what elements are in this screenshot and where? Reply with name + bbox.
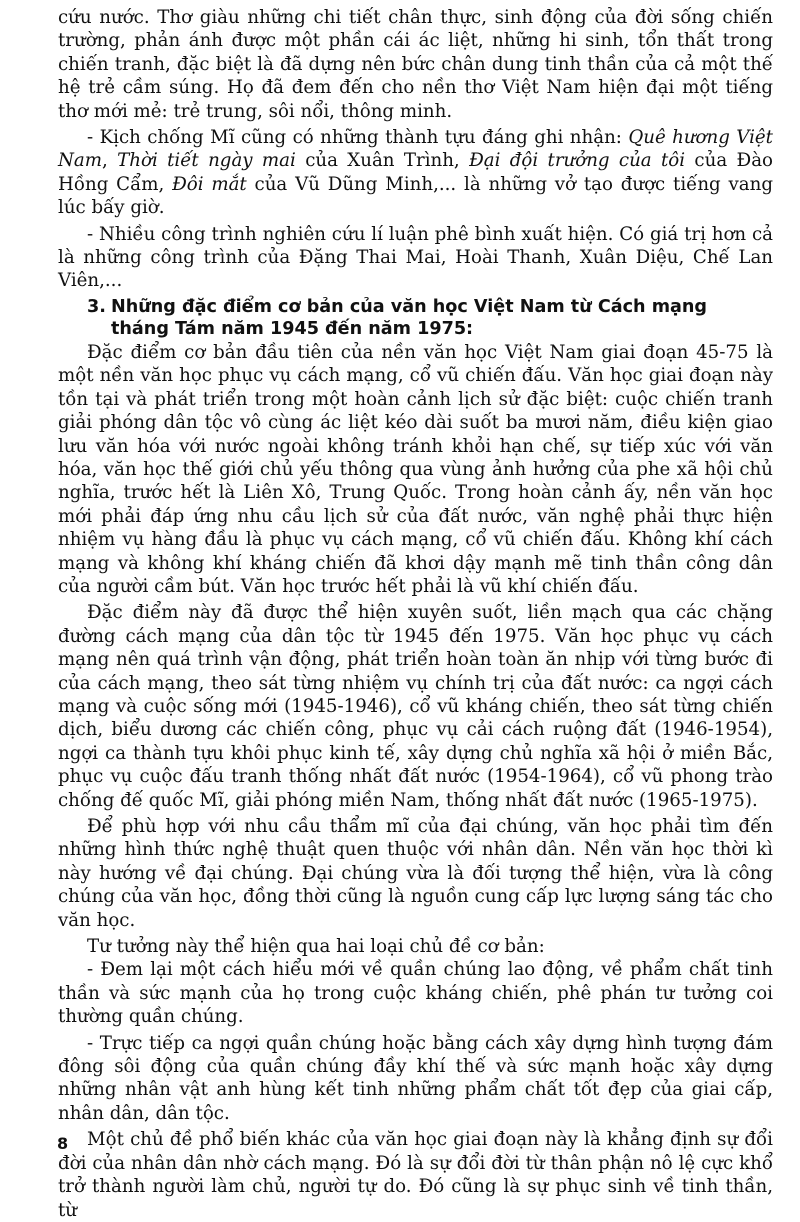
paragraph-drama xyxy=(58,126,773,220)
drama-text-4: của Đào Hồng Cẩm, xyxy=(58,150,773,195)
paragraph-criticism: - Nhiều công trình nghiên cứu lí luận phê bình xuất hiện. Có giá trị hơn cả là những công trình của Đặng Thai Mai, Hoài Thanh, Xuân Diệu, Chế Lan Viên,... xyxy=(58,223,773,292)
paragraph-two-themes-intro: Tư tưởng này thể hiện qua hai loại chủ đề cơ bản: xyxy=(87,936,545,958)
paragraph-first-feature: Đặc điểm cơ bản đầu tiên của nền văn học Việt Nam giai đoạn 45-75 là một nền văn học phục vụ cách mạng, cổ vũ chiến đấu. Văn học giai đoạn này tồn tại và phát triển trong một hoàn cảnh lịch sử đặc biệt: cuộc chiến tranh giải phóng dân tộc vô cùng ác liệt kéo dài suốt ba mươi năm, điều kiện giao lưu văn hóa với nước ngoài không tránh khỏi hạn chế, sự tiếp xúc với văn hóa, văn học thế giới chủ yếu thông qua vùng ảnh hưởng của phe xã hội chủ nghĩa, trước hết là Liên Xô, Trung Quốc. Trong hoàn cảnh ấy, nền văn học mới phải đáp ứng nhu cầu lịch sử của đất nước, văn nghệ phải thực hiện nhiệm vụ hàng đầu là phục vụ cách mạng, cổ vũ chiến đấu. Không khí cách mạng và không khí kháng chiến đã khơi dậy mạnh mẽ tinh thần công dân của người cầm bút. Văn học trước hết phải là vũ khí chiến đấu. xyxy=(58,341,773,597)
paragraph-revival-theme: Một chủ đề phổ biến khác của văn học giai đoạn này là khẳng định sự đổi đời của nhân dân nhờ cách mạng. Đó là sự đổi đời từ thân phận nô lệ cực khổ trở thành người làm chủ, người tự do. Đó cũng là sự phục sinh về tinh thần, từ xyxy=(58,1129,773,1221)
page-number: 8 xyxy=(57,1134,69,1153)
page-body xyxy=(58,6,773,1222)
paragraph-theme-one: - Đem lại một cách hiểu mới về quần chúng lao động, về phẩm chất tinh thần và sức mạnh của họ trong cuộc kháng chiến, phê phán tư tưởng coi thường quần chúng. xyxy=(58,959,773,1028)
paragraph-feature-expression: Đặc điểm này đã được thể hiện xuyên suốt, liền mạch qua các chặng đường cách mạng của dân tộc từ 1945 đến 1975. Văn học phục vụ cách mạng nên quá trình vận động, phát triển hoàn toàn ăn nhịp với từng bước đi của cách mạng, theo sát từng nhiệm vụ chính trị của đất nước: ca ngợi cách mạng và cuộc sống mới (1945-1946), cổ vũ kháng chiến, theo sát từng chiến dịch, biểu dương các chiến công, phục vụ cải cách ruộng đất (1946-1954), ngợi ca thành tựu khôi phục kinh tế, xây dựng chủ nghĩa xã hội ở miền Bắc, phục vụ cuộc đấu tranh thống nhất đất nước (1954-1964), cổ vũ phong trào chống đế quốc Mĩ, giải phóng miền Nam, thống nhất đất nước (1965-1975). xyxy=(58,602,773,811)
section-number: 3. xyxy=(87,296,106,317)
section-heading-line-1: Những đặc điểm cơ bản của văn học Việt Nam từ Cách mạng xyxy=(111,296,708,317)
play-title-doi-mat: Đôi mắt xyxy=(172,173,247,195)
drama-text-2: , xyxy=(102,150,118,172)
drama-text-1: - Kịch chống Mĩ cũng có những thành tựu đáng ghi nhận: xyxy=(87,127,629,149)
drama-text-5: của Vũ Dũng Minh,... là những vở tạo được tiếng vang lúc bấy giờ. xyxy=(58,173,773,219)
section-heading-line-2: tháng Tám năm 1945 đến năm 1975: xyxy=(111,319,474,340)
play-title-dai-doi-truong: Đại đội trưởng của tôi xyxy=(469,150,686,172)
drama-text-3: của Xuân Trình, xyxy=(295,150,470,172)
play-title-que-huong: Quê hương Việt Nam xyxy=(58,127,773,172)
paragraph-poetry-continuation: cứu nước. Thơ giàu những chi tiết chân thực, sinh động của đời sống chiến trường, phản ánh được một phần cái ác liệt, những hi sinh, tổn thất trong chiến tranh, đặc biệt là đã dựng nên bức chân dung tinh thần của cả một thế hệ trẻ cầm súng. Họ đã đem đến cho nền thơ Việt Nam hiện đại một tiếng thơ mới mẻ: trẻ trung, sôi nổi, thông minh. xyxy=(58,7,773,122)
paragraph-mass-orientation: Để phù hợp với nhu cầu thẩm mĩ của đại chúng, văn học phải tìm đến những hình thức nghệ thuật quen thuộc với nhân dân. Nền văn học thời kì này hướng về đại chúng. Đại chúng vừa là đối tượng thể hiện, vừa là công chúng của văn học, đồng thời cũng là nguồn cung cấp lực lượng sáng tác cho văn học. xyxy=(58,816,773,931)
section-heading xyxy=(58,296,773,341)
play-title-thoi-tiet: Thời tiết ngày mai xyxy=(117,150,296,172)
paragraph-theme-two: - Trực tiếp ca ngợi quần chúng hoặc bằng cách xây dựng hình tượng đám đông sôi động của quần chúng đầy khí thế và sức mạnh hoặc xây dựng những nhân vật anh hùng kết tinh những phẩm chất tốt đẹp của giai cấp, nhân dân, dân tộc. xyxy=(58,1032,773,1124)
